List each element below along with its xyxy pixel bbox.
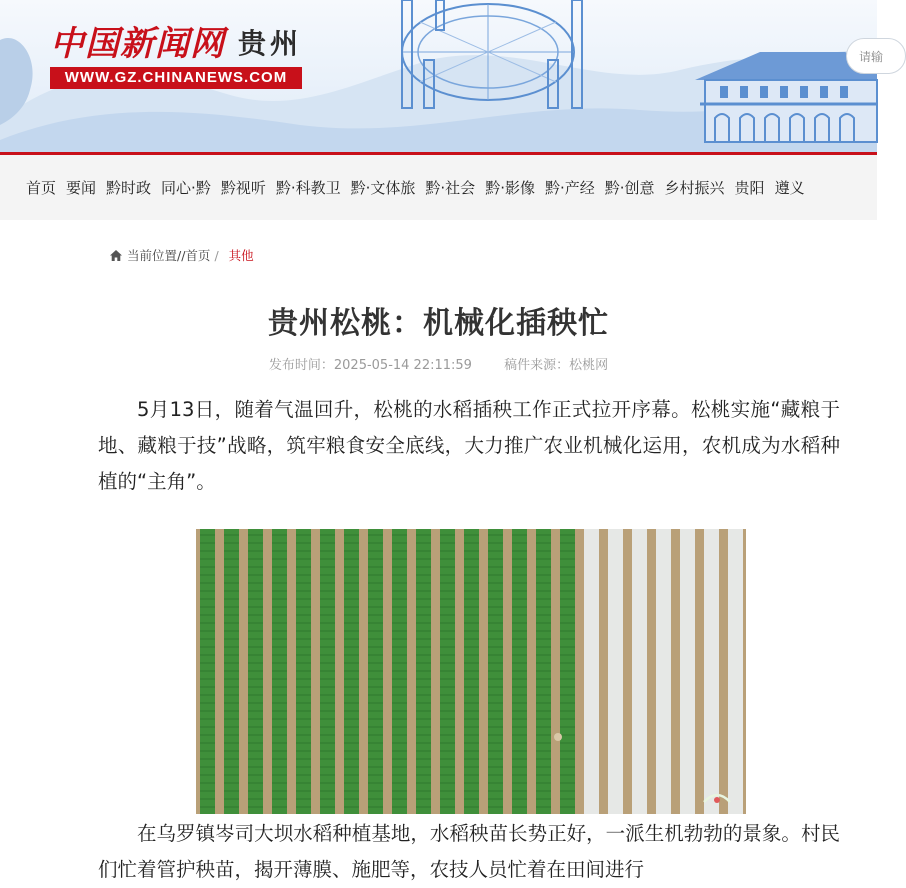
breadcrumb (110, 246, 254, 264)
nav-item[interactable]: 同心·黔 (161, 179, 211, 197)
nav-item[interactable]: 要闻 (66, 179, 97, 197)
nav-item[interactable]: 乡村振兴 (664, 179, 725, 197)
nav-item[interactable]: 黔·创意 (604, 179, 655, 197)
nav-item[interactable]: 黔时政 (106, 179, 152, 197)
nav-item[interactable]: 首页 (26, 179, 57, 197)
breadcrumb-current[interactable]: 其他 (228, 248, 254, 263)
article-paragraph: 5月13日，随着气温回升，松桃的水稻插秧工作正式拉开序幕。松桃实施“藏粮于地、藏粮于技”战略，筑牢粮食安全底线，大力推广农业机械化运用，农机成为水稻种植的“主角”。 (98, 398, 840, 493)
article-source: 稿件来源：松桃网 (504, 358, 609, 373)
nav-item[interactable]: 黔·产经 (544, 179, 595, 197)
breadcrumb-separator: / (214, 247, 219, 263)
article-meta (0, 354, 877, 373)
site-banner (0, 0, 884, 152)
site-url-badge: WWW.GZ.CHINANEWS.COM (50, 67, 302, 89)
site-region: 贵州 (238, 27, 303, 60)
article-title: 贵州松桃：机械化插秧忙 (268, 306, 609, 341)
nav-item[interactable]: 黔·影像 (485, 179, 535, 197)
rice-field-image (196, 529, 746, 814)
nav-item[interactable]: 黔视听 (220, 179, 266, 197)
nav-item[interactable]: 黔·科教卫 (275, 179, 341, 197)
breadcrumb-path[interactable]: 当前位置//首页 (127, 248, 211, 263)
home-icon (110, 250, 122, 261)
article-paragraph: 在乌罗镇岑司大坝水稻种植基地，水稻秧苗长势正好，一派生机勃勃的景象。村民们忙着管护秧苗，揭开薄膜、施肥等，农技人员忙着在田间进行 (98, 822, 840, 881)
nav-item[interactable]: 黔·社会 (425, 179, 476, 197)
article-photo (196, 529, 746, 814)
publish-time: 发布时间：2025-05-14 22:11:59 (268, 358, 472, 373)
main-nav (0, 155, 877, 220)
nav-item[interactable]: 遵义 (774, 179, 805, 197)
watermark-logo-icon (702, 790, 732, 806)
nav-item[interactable]: 黔·文体旅 (350, 179, 416, 197)
site-logo[interactable]: 中国新闻网 (50, 24, 225, 64)
nav-item[interactable]: 贵阳 (734, 179, 765, 197)
search-input[interactable]: 请输 (846, 38, 906, 74)
